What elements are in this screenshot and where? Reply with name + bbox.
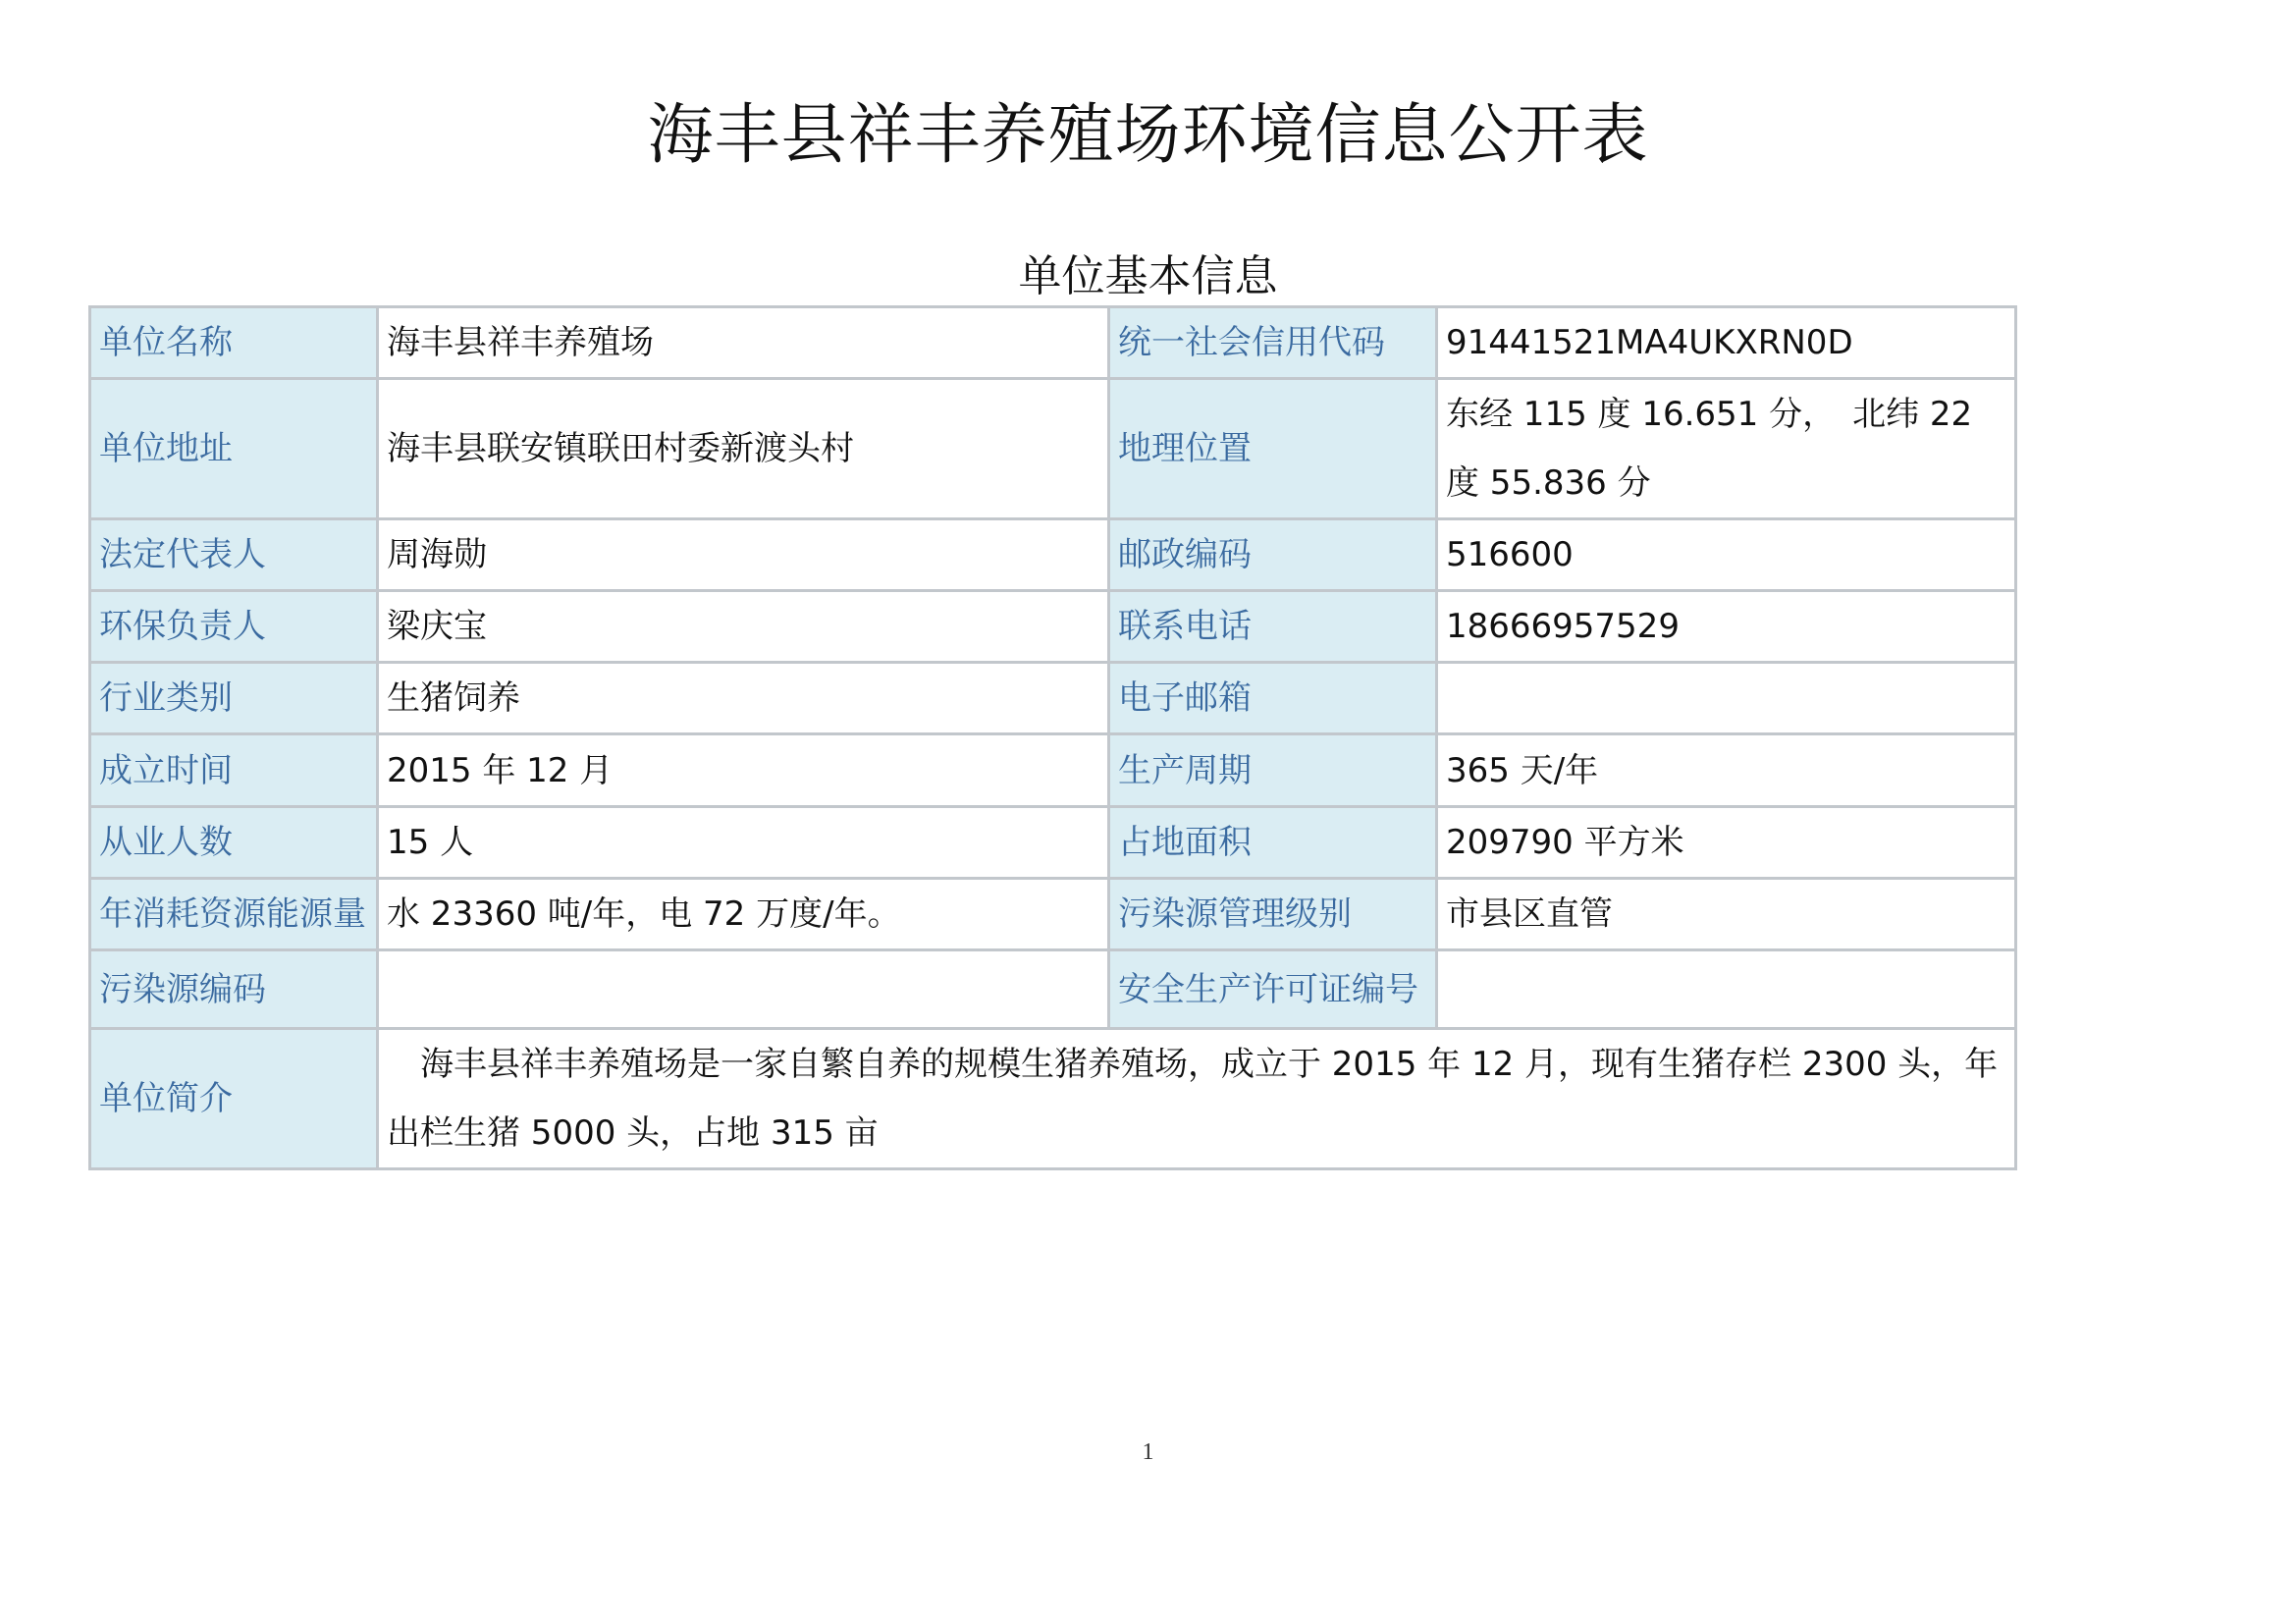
industry-label: 行业类别 (90, 663, 378, 734)
safety-permit-label: 安全生产许可证编号 (1109, 950, 1437, 1029)
employees-value: 15 人 (378, 807, 1109, 879)
postal-code-label: 邮政编码 (1109, 519, 1437, 591)
unit-name-label: 单位名称 (90, 307, 378, 379)
unit-address-label: 单位地址 (90, 379, 378, 519)
email-value (1437, 663, 2016, 734)
page-number: 1 (1142, 1439, 1154, 1465)
pollution-source-code-value (378, 950, 1109, 1029)
phone-label: 联系电话 (1109, 591, 1437, 663)
table-row (90, 591, 2016, 663)
founded-value: 2015 年 12 月 (378, 734, 1109, 807)
table-row (90, 734, 2016, 807)
env-manager-label: 环保负责人 (90, 591, 378, 663)
resource-consumption-value: 水 23360 吨/年，电 72 万度/年。 (378, 879, 1109, 950)
legal-rep-label: 法定代表人 (90, 519, 378, 591)
production-cycle-label: 生产周期 (1109, 734, 1437, 807)
safety-permit-value (1437, 950, 2016, 1029)
table-row (90, 1029, 2016, 1169)
credit-code-label: 统一社会信用代码 (1109, 307, 1437, 379)
founded-label: 成立时间 (90, 734, 378, 807)
production-cycle-value: 365 天/年 (1437, 734, 2016, 807)
credit-code-value: 91441521MA4UKXRN0D (1437, 307, 2016, 379)
table-row (90, 663, 2016, 734)
geo-location-label: 地理位置 (1109, 379, 1437, 519)
phone-value: 18666957529 (1437, 591, 2016, 663)
page-title: 海丰县祥丰养殖场环境信息公开表 (647, 96, 1649, 173)
table-row (90, 379, 2016, 519)
unit-intro-label: 单位简介 (90, 1029, 378, 1169)
table-row (90, 950, 2016, 1029)
unit-info-table (88, 305, 2017, 1170)
land-area-value: 209790 平方米 (1437, 807, 2016, 879)
industry-value: 生猪饲养 (378, 663, 1109, 734)
employees-label: 从业人数 (90, 807, 378, 879)
pollution-source-code-label: 污染源编码 (90, 950, 378, 1029)
table-row (90, 879, 2016, 950)
table-row (90, 807, 2016, 879)
pollution-mgmt-level-value: 市县区直管 (1437, 879, 2016, 950)
legal-rep-value: 周海勋 (378, 519, 1109, 591)
pollution-mgmt-level-label: 污染源管理级别 (1109, 879, 1437, 950)
table-row (90, 307, 2016, 379)
table-row (90, 519, 2016, 591)
unit-name-value: 海丰县祥丰养殖场 (378, 307, 1109, 379)
email-label: 电子邮箱 (1109, 663, 1437, 734)
geo-location-value: 东经 115 度 16.651 分， 北纬 22 度 55.836 分 (1437, 379, 2016, 519)
resource-consumption-label: 年消耗资源能源量 (90, 879, 378, 950)
unit-intro-value: 海丰县祥丰养殖场是一家自繁自养的规模生猪养殖场，成立于 2015 年 12 月，现有生猪存栏 2300 头，年出栏生猪 5000 头，占地 315 亩 (378, 1029, 2016, 1169)
postal-code-value: 516600 (1437, 519, 2016, 591)
env-manager-value: 梁庆宝 (378, 591, 1109, 663)
land-area-label: 占地面积 (1109, 807, 1437, 879)
unit-address-value: 海丰县联安镇联田村委新渡头村 (378, 379, 1109, 519)
section-title: 单位基本信息 (1018, 251, 1278, 301)
